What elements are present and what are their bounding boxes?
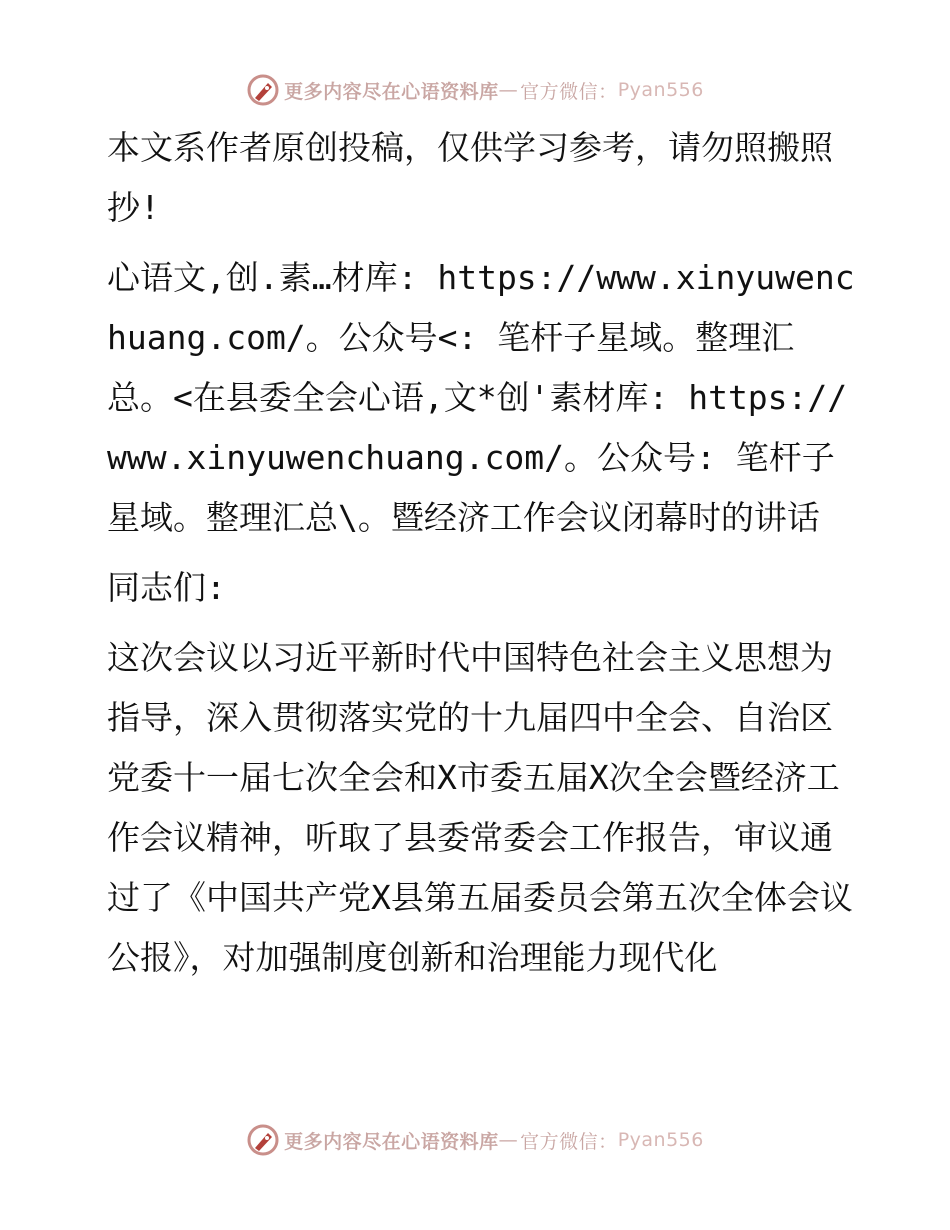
pen-nib-logo-icon bbox=[246, 73, 280, 107]
disclaimer-paragraph: 本文系作者原创投稿，仅供学习参考，请勿照搬照抄! bbox=[107, 128, 833, 227]
footer-watermark bbox=[0, 1120, 950, 1160]
body-paragraph: 这次会议以习近平新时代中国特色社会主义思想为指导，深入贯彻落实党的十九届四中全会、自治区党委十一届七次全会和X市委五届X次全会暨经济工作会议精神，听取了县委常委会工作报告，审议通过了《中国共产党X县第五届委员会第五次全体会议公报》，对加强制度创新和治理能力现代化 bbox=[107, 638, 853, 977]
watermark-site-text: 更多内容尽在心语资料库 bbox=[284, 80, 499, 103]
watermark-wechat-id: Pyan556 bbox=[617, 79, 704, 101]
watermark-wechat-id: Pyan556 bbox=[617, 1129, 704, 1151]
title-paragraph: 心语文,创.素…材库: https://www.xinyuwenchuang.com/。公众号<: 笔杆子星域。整理汇总。<在县委全会心语,文*创'素材库: https://www.xinyuwenchuang.com/。公众号: 笔杆子星域。整理汇总\。暨经济工作会议闭幕时的讲话 bbox=[107, 258, 855, 537]
watermark-official-label: 官方微信： bbox=[520, 1130, 618, 1153]
pen-nib-logo-icon bbox=[246, 1123, 280, 1157]
header-watermark bbox=[0, 70, 950, 110]
watermark-dash: — bbox=[498, 79, 519, 101]
watermark-site-text: 更多内容尽在心语资料库 bbox=[284, 1130, 499, 1153]
watermark-dash: — bbox=[498, 1129, 519, 1151]
watermark-official-label: 官方微信： bbox=[520, 80, 618, 103]
salutation-paragraph: 同志们: bbox=[107, 568, 226, 607]
document-body bbox=[97, 118, 857, 1006]
